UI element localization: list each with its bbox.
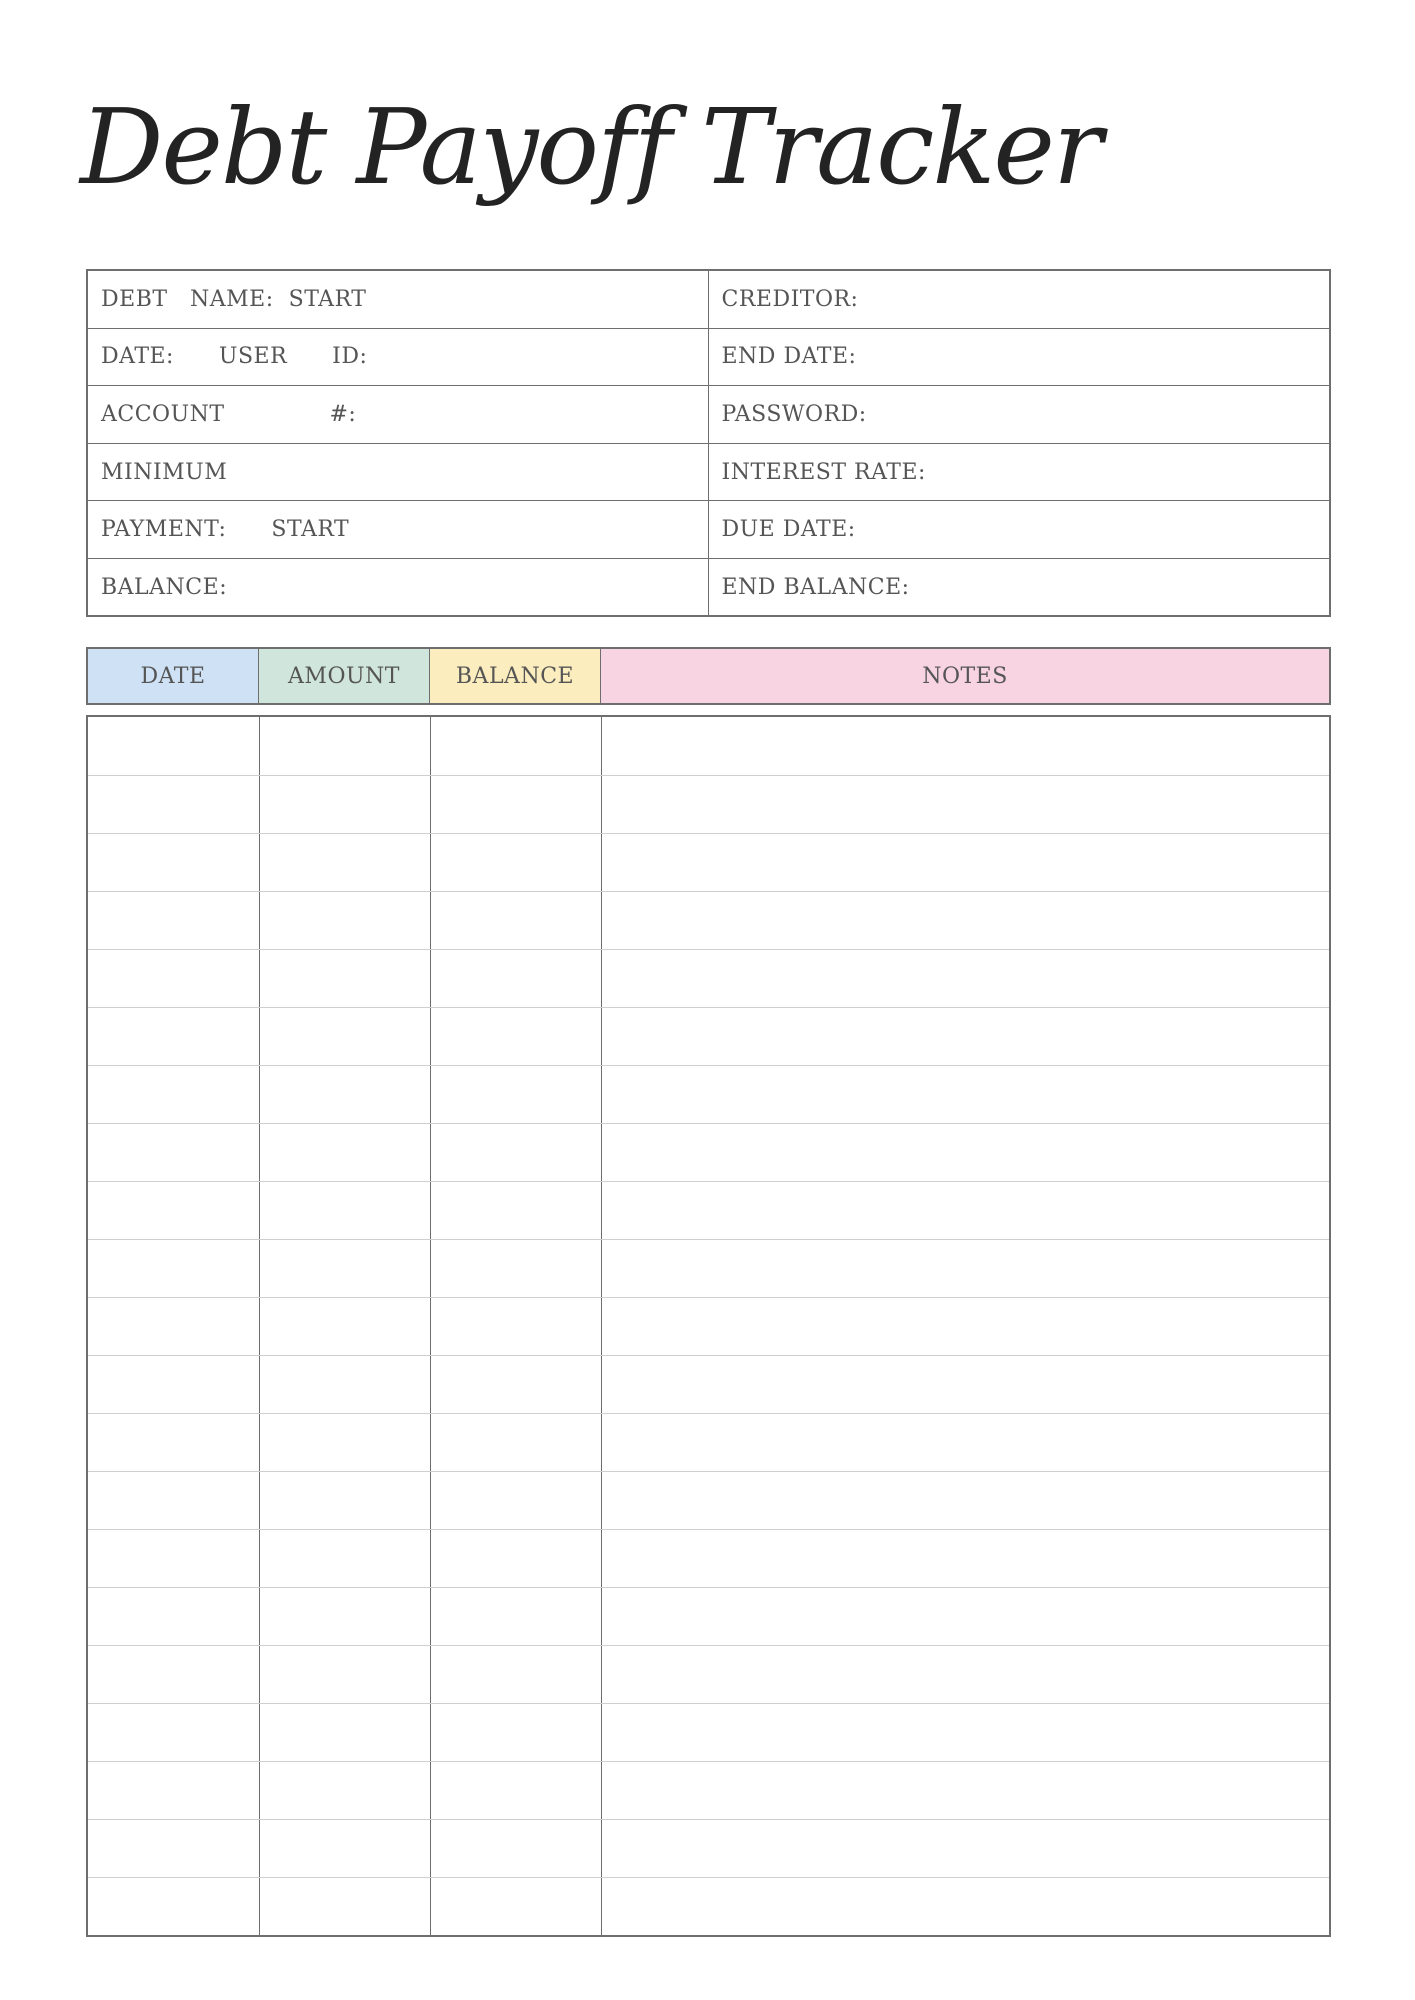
row-divider	[88, 1877, 1329, 1878]
row-divider	[88, 1181, 1329, 1182]
column-divider	[259, 717, 260, 1935]
column-divider	[430, 717, 431, 1935]
column-header-amount: AMOUNT	[259, 649, 430, 703]
row-divider	[88, 891, 1329, 892]
info-field-right[interactable]: END DATE:	[721, 344, 857, 370]
info-field-right[interactable]: DUE DATE:	[721, 517, 856, 543]
column-header-date: DATE	[88, 649, 259, 703]
row-divider	[88, 1007, 1329, 1008]
column-header-balance: BALANCE	[430, 649, 601, 703]
info-row	[88, 386, 1329, 444]
row-divider	[88, 1529, 1329, 1530]
info-field-left[interactable]: PAYMENT: START	[88, 501, 709, 558]
row-divider	[88, 1123, 1329, 1124]
info-row	[88, 271, 1329, 329]
row-divider	[88, 775, 1329, 776]
row-divider	[88, 1355, 1329, 1356]
page-title: Debt Payoff Tracker	[80, 86, 1101, 208]
row-divider	[88, 1587, 1329, 1588]
column-header-notes: NOTES	[601, 649, 1329, 703]
row-divider	[88, 1761, 1329, 1762]
row-divider	[88, 1065, 1329, 1066]
info-field-right[interactable]: CREDITOR:	[721, 286, 859, 312]
info-field-left[interactable]: DATE: USER ID:	[88, 329, 709, 386]
info-row	[88, 444, 1329, 502]
row-divider	[88, 1471, 1329, 1472]
info-row	[88, 501, 1329, 559]
info-field-left[interactable]: BALANCE:	[88, 559, 709, 617]
info-field-right[interactable]: PASSWORD:	[721, 401, 867, 427]
info-field-left[interactable]: DEBT NAME: START	[88, 271, 709, 328]
info-row	[88, 559, 1329, 617]
row-divider	[88, 833, 1329, 834]
payment-log-table	[86, 715, 1331, 1937]
info-field-left[interactable]: MINIMUM	[88, 444, 709, 501]
debt-info-table	[86, 269, 1331, 617]
log-header	[86, 647, 1331, 705]
row-divider	[88, 1703, 1329, 1704]
row-divider	[88, 1413, 1329, 1414]
row-divider	[88, 1239, 1329, 1240]
info-field-right[interactable]: INTEREST RATE:	[721, 459, 926, 485]
row-divider	[88, 1819, 1329, 1820]
row-divider	[88, 949, 1329, 950]
info-field-left[interactable]: ACCOUNT #:	[88, 386, 709, 443]
row-divider	[88, 1645, 1329, 1646]
row-divider	[88, 1297, 1329, 1298]
info-field-right[interactable]: END BALANCE:	[721, 575, 910, 601]
info-row	[88, 329, 1329, 387]
column-divider	[601, 717, 602, 1935]
